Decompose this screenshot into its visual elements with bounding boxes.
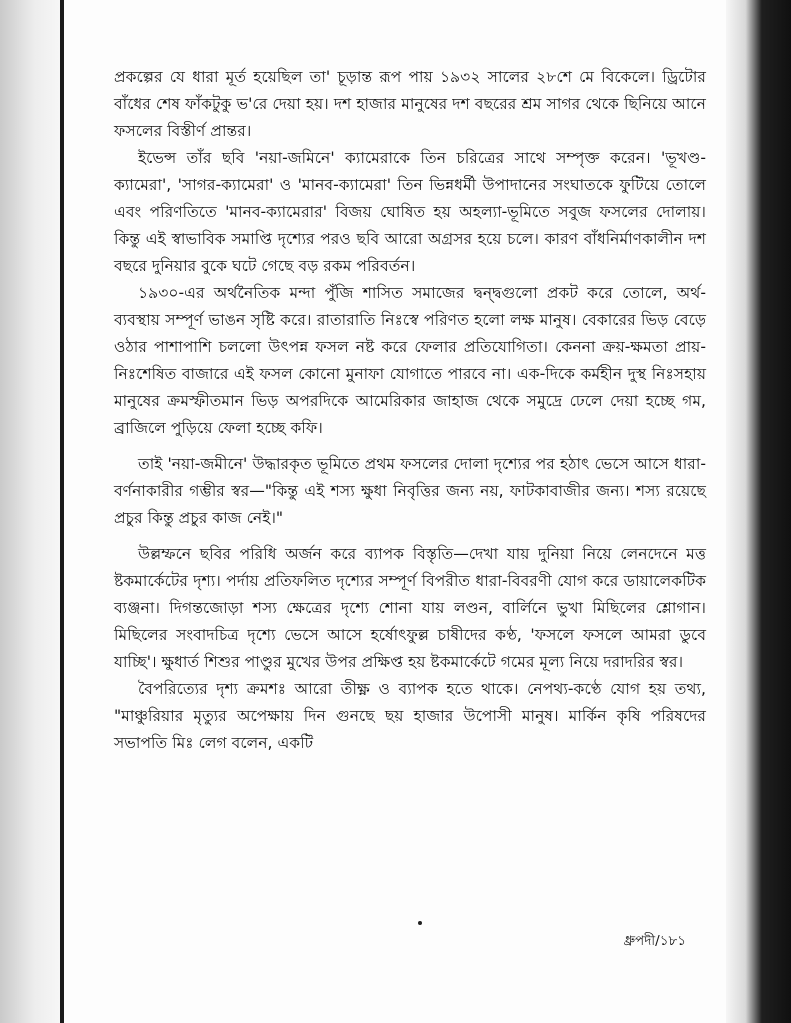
paragraph-3: ১৯৩০-এর অর্থনৈতিক মন্দা পুঁজি শাসিত সমাজের দ্বন্দ্বগুলো প্রকট করে তোলে, অর্থ-ব্যবস্থায় সম্পূর্ণ ভাঙন সৃষ্টি করে। রাতারাতি নিঃস্বে পরিণত হলো লক্ষ মানুষ। বেকারের ভিড় বেড়ে ওঠার পাশাপাশি চললো উৎপন্ন ফসল নষ্ট করে ফেলার প্রতিযোগিতা। কেননা ক্রয়-ক্ষমতা প্রায়-নিঃশেষিত বাজারে এই ফসল কোনো মুনাফা যোগাতে পারবে না। এক-দিকে কর্মহীন দুস্থ নিঃসহায় মানুষের ক্রমস্ফীতমান ভিড় অপরদিকে আমেরিকার জাহাজ থেকে সমুদ্রে ঢেলে দেয়া হচ্ছে গম, ব্রাজিলে পুড়িয়ে ফেলা হচ্ছে কফি। [114, 284, 706, 437]
paragraph-4: তাই 'নয়া-জমীনে' উদ্ধারকৃত ভূমিতে প্রথম ফসলের দোলা দৃশ্যের পর হঠাৎ ভেসে আসে ধারা-বর্ণনাকারীর গম্ভীর স্বর—"কিন্তু এই শস্য ক্ষুধা নিবৃত্তির জন্য নয়, ফাটকাবাজীর জন্য। শস্য রয়েছে প্রচুর কিন্তু প্রচুর কাজ নেই।" [114, 455, 706, 527]
book-page [64, 0, 726, 1023]
scan-left-margin [0, 0, 62, 1023]
body-text [114, 64, 706, 757]
paragraph-1: প্রকল্পের যে ধারা মূর্ত হয়েছিল তা' চূড়ান্ত রূপ পায় ১৯৩২ সালের ২৮শে মে বিকেলে। ড্রিটোর বাঁধের শেষ ফাঁকটুকু ভ'রে দেয়া হয়। দশ হাজার মানুষের দশ বছরের শ্রম সাগর থেকে ছিনিয়ে আনে ফসলের বিস্তীর্ণ প্রান্তর। [114, 68, 706, 140]
page-footer: ধ্রুপদী/১৮১ [623, 933, 686, 949]
scan-right-shadow [726, 0, 791, 1023]
scan-speck [418, 921, 422, 925]
paragraph-5: উল্লম্ফনে ছবির পরিধি অর্জন করে ব্যাপক বিস্তৃতি—দেখা যায় দুনিয়া নিয়ে লেনদেনে মত্ত ষ্টকমার্কেটের দৃশ্য। পর্দায় প্রতিফলিত দৃশ্যের সম্পূর্ণ বিপরীত ধারা-বিবরণী যোগ করে ডায়ালেকটিক ব্যঞ্জনা। দিগন্তজোড়া শস্য ক্ষেত্রের দৃশ্যে শোনা যায় লণ্ডন, বার্লিনে ভুখা মিছিলের শ্লোগান। মিছিলের সংবাদচিত্র দৃশ্যে ভেসে আসে হর্ষোৎফুল্ল চাষীদের কণ্ঠ, 'ফসলে ফসলে আমরা ডুবে যাচ্ছি'। ক্ষুধার্ত শিশুর পাণ্ডুর মুখের উপর প্রক্ষিপ্ত হয় ষ্টকমার্কেটে গমের মূল্য নিয়ে দরাদরির স্বর। [114, 545, 706, 671]
paragraph-2: ইভেন্স তাঁর ছবি 'নয়া-জমিনে' ক্যামেরাকে তিন চরিত্রের সাথে সম্পৃক্ত করেন। 'ভূখণ্ড-ক্যামেরা', 'সাগর-ক্যামেরা' ও 'মানব-ক্যামেরা' তিন ভিন্নধর্মী উপাদানের সংঘাতকে ফুটিয়ে তোলে এবং পরিণতিতে 'মানব-ক্যামেরার' বিজয় ঘোষিত হয় অহল্যা-ভূমিতে সবুজ ফসলের দোলায়। কিন্তু এই স্বাভাবিক সমাপ্তি দৃশ্যের পরও ছবি আরো অগ্রসর হয়ে চলে। কারণ বাঁধনির্মাণকালীন দশ বছরে দুনিয়ার বুকে ঘটে গেছে বড় রকম পরিবর্তন। [114, 149, 706, 275]
paragraph-6: বৈপরিত্যের দৃশ্য ক্রমশঃ আরো তীক্ষ্ণ ও ব্যাপক হতে থাকে। নেপথ্য-কণ্ঠে যোগ হয় তথ্য, "মাঞ্চুরিয়ার মৃত্যুর অপেক্ষায় দিন গুনছে ছয় হাজার উপোসী মানুষ। মার্কিন কৃষি পরিষদের সভাপতি মিঃ লেগ বলেন, একটি [114, 680, 706, 752]
